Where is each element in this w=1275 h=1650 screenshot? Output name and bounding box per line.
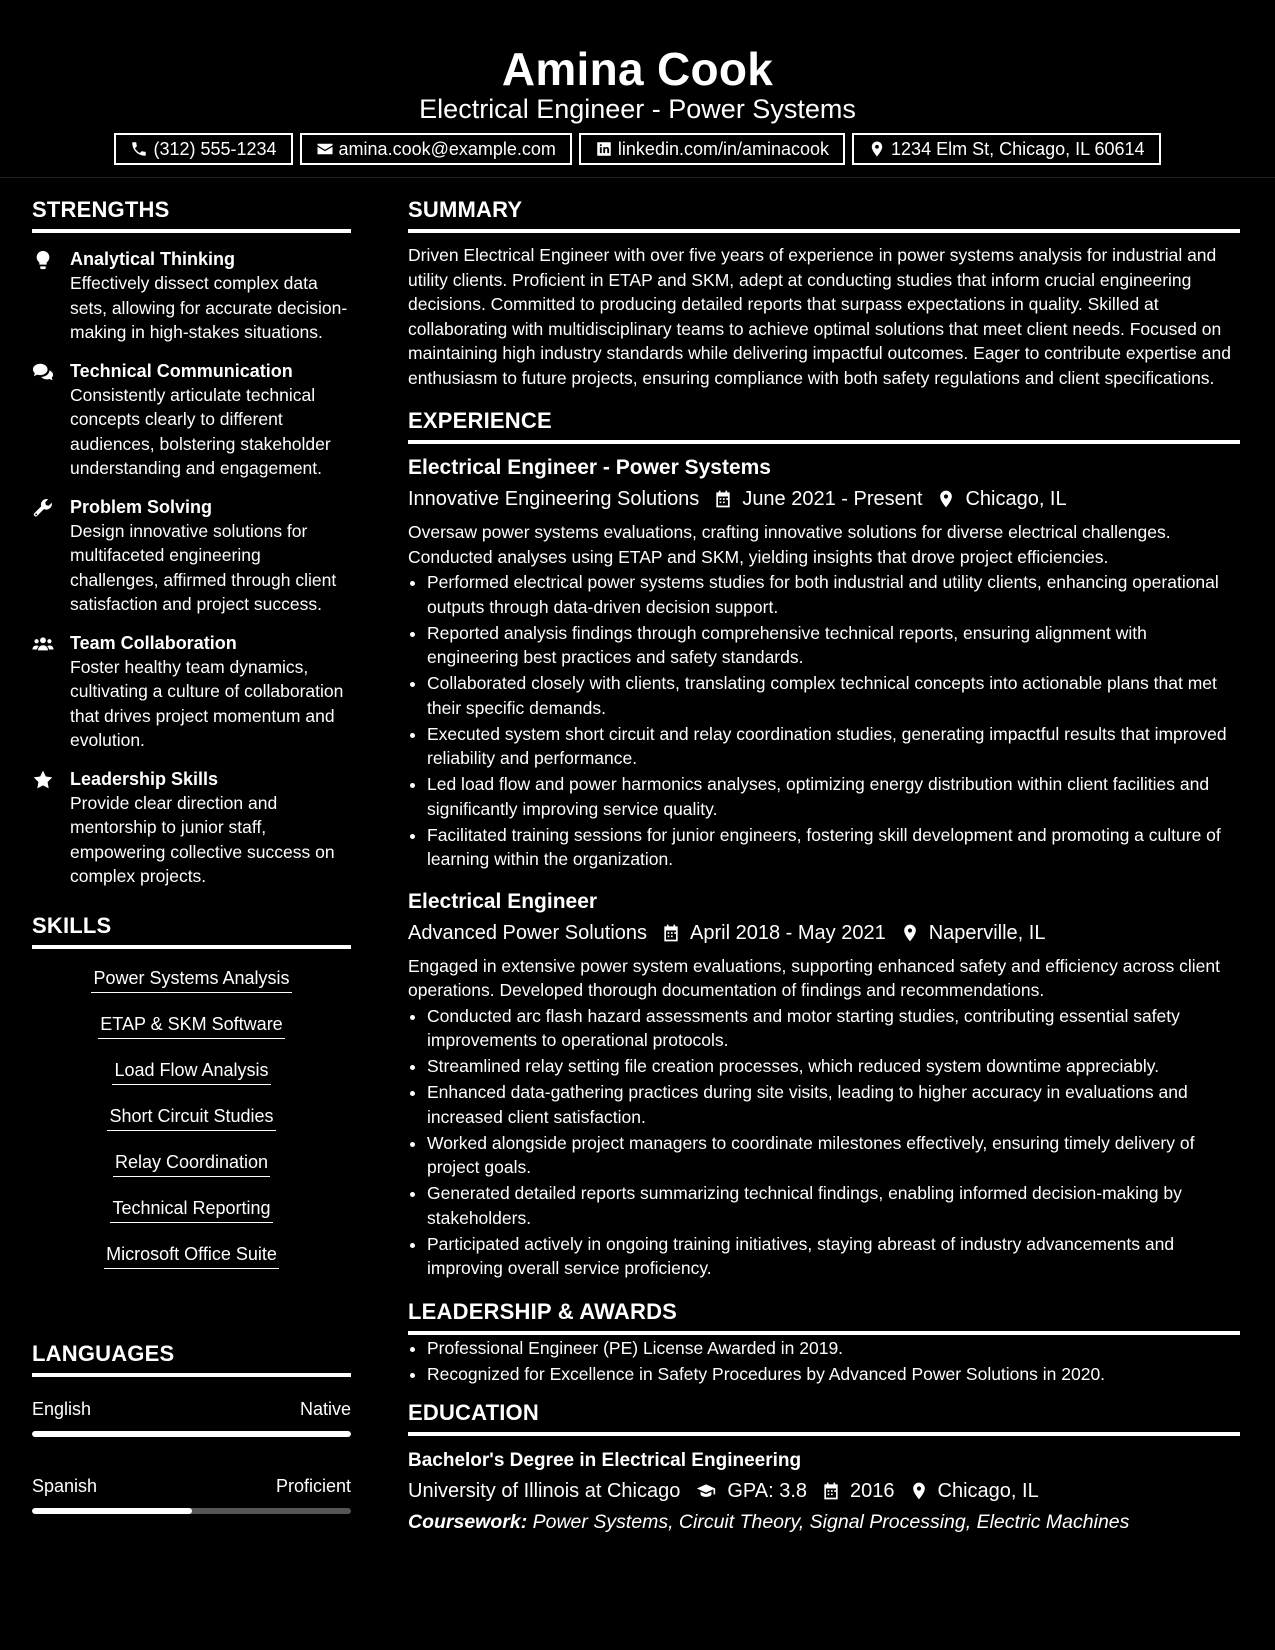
skill-tag: Short Circuit Studies <box>107 1103 275 1131</box>
job-entry <box>408 888 1240 1281</box>
calendar-icon <box>821 1481 841 1501</box>
skills-list <box>32 965 351 1287</box>
graduation-cap-icon <box>694 1481 718 1501</box>
job-meta <box>408 484 1240 514</box>
language-bar <box>32 1431 351 1437</box>
job-bullet: • Collaborated closely with clients, translating complex technical concepts into actionable plans that met their specific demands. <box>427 671 1240 720</box>
job-location: Chicago, IL <box>965 488 1067 510</box>
language-level: Native <box>299 1398 351 1419</box>
award-item: • Professional Engineer (PE) License Awarded in 2019. <box>427 1336 1240 1361</box>
job-location: Naperville, IL <box>928 921 1046 944</box>
job-title: Electrical Engineer <box>408 889 598 913</box>
edu-school: University of Illinois at Chicago <box>408 1480 681 1502</box>
left-column <box>32 197 351 1514</box>
job-bullet: • Led load flow and power harmonics analyses, optimizing energy distribution within client facilities and significantly improving service quality. <box>427 772 1240 821</box>
job-bullet: • Facilitated training sessions for junior engineers, fostering skill development and promoting a culture of learning within the organization. <box>427 823 1240 872</box>
edu-coursework <box>408 1508 1240 1536</box>
map-pin-icon <box>936 489 956 509</box>
language-bar-fill <box>32 1508 192 1514</box>
job-bullet: • Generated detailed reports summarizing technical findings, enabling informed decision-making by stakeholders. <box>427 1181 1240 1230</box>
right-column <box>408 197 1240 1536</box>
strength-title: Technical Communication <box>70 360 293 381</box>
skill-tag: Power Systems Analysis <box>91 965 291 993</box>
job-bullet: • Performed electrical power systems studies for both industrial and utility clients, enhancing operational outputs through data-driven decision support. <box>427 570 1240 619</box>
job-bullets <box>408 570 1240 872</box>
job-bullet: • Reported analysis findings through comprehensive technical reports, ensuring alignment with engineering best practices and safety standards. <box>427 621 1240 670</box>
lightbulb-icon <box>32 249 54 271</box>
map-pin-icon <box>868 140 886 158</box>
education-entry <box>408 1448 1240 1536</box>
skill-tag: ETAP & SKM Software <box>98 1011 284 1039</box>
resume-header <box>0 0 1275 178</box>
job-meta <box>408 918 1240 948</box>
strength-desc: Design innovative solutions for multifaceted engineering challenges, affirmed through client satisfaction and project success. <box>70 520 337 614</box>
experience-title: EXPERIENCE <box>408 408 1240 444</box>
job-bullet: • Streamlined relay setting file creation processes, which reduced system downtime appreciably. <box>427 1054 1240 1079</box>
strengths-title: STRENGTHS <box>32 197 351 233</box>
job-bullets <box>408 1004 1240 1281</box>
contact-bar <box>0 133 1275 165</box>
map-pin-icon <box>909 1481 929 1501</box>
edu-degree: Bachelor's Degree in Electrical Engineering <box>408 1450 802 1471</box>
language-name: English <box>32 1398 92 1419</box>
skill-tag: Load Flow Analysis <box>112 1057 270 1085</box>
strength-title: Team Collaboration <box>70 632 237 653</box>
strength-item <box>32 495 351 617</box>
job-desc: Engaged in extensive power system evaluations, supporting enhanced safety and efficiency across client operations. Developed thorough documentation of findings and recommendations. <box>408 955 1220 1000</box>
edu-year: 2016 <box>850 1480 895 1502</box>
language-bar <box>32 1508 351 1514</box>
job-bullet: • Participated actively in ongoing training initiatives, staying abreast of industry advancements and improving overall service proficiency. <box>427 1232 1240 1281</box>
contact-address-text: 1234 Elm St, Chicago, IL 60614 <box>891 138 1145 159</box>
languages-title: LANGUAGES <box>32 1341 351 1377</box>
chat-bubbles-icon <box>32 361 54 383</box>
language-name: Spanish <box>32 1475 98 1496</box>
skill-tag: Relay Coordination <box>113 1149 270 1177</box>
job-dates: June 2021 - Present <box>742 488 923 510</box>
calendar-icon <box>713 489 733 509</box>
summary-title: SUMMARY <box>408 197 1240 233</box>
contact-email[interactable] <box>300 133 572 165</box>
awards-title: LEADERSHIP & AWARDS <box>408 1299 1240 1335</box>
edu-gpa: GPA: 3.8 <box>727 1480 808 1502</box>
award-item: • Recognized for Excellence in Safety Procedures by Advanced Power Solutions in 2020. <box>427 1362 1240 1387</box>
skill-tag: Technical Reporting <box>110 1195 272 1223</box>
edu-meta <box>408 1476 1240 1506</box>
candidate-name: Amina Cook <box>501 43 774 95</box>
phone-icon <box>130 140 148 158</box>
awards-list <box>408 1336 1240 1387</box>
contact-email-text: amina.cook@example.com <box>338 138 556 159</box>
language-level: Proficient <box>275 1475 351 1496</box>
contact-linkedin-text: linkedin.com/in/aminacook <box>617 138 830 159</box>
job-bullet: • Worked alongside project managers to coordinate milestones effectively, ensuring timely delivery of project goals. <box>427 1131 1240 1180</box>
edu-location: Chicago, IL <box>937 1480 1039 1502</box>
strength-item <box>32 359 351 481</box>
coursework-text: Power Systems, Circuit Theory, Signal Processing, Electric Machines <box>532 1511 1130 1533</box>
users-icon <box>32 633 54 655</box>
linkedin-icon <box>595 140 613 158</box>
star-icon <box>32 769 54 791</box>
envelope-icon <box>316 140 334 158</box>
job-bullet: • Enhanced data-gathering practices during site visits, leading to higher accuracy in evaluations and increased client satisfaction. <box>427 1080 1240 1129</box>
strength-title: Problem Solving <box>70 496 213 517</box>
job-company: Advanced Power Solutions <box>408 921 648 944</box>
skills-title: SKILLS <box>32 913 351 949</box>
job-bullet: • Executed system short circuit and relay coordination studies, generating impactful results that improved reliability and performance. <box>427 722 1240 771</box>
coursework-label: Coursework: <box>408 1511 528 1533</box>
summary-text: Driven Electrical Engineer with over five years of experience in power systems analysis for industrial and utility clients. Proficient in ETAP and SKM, adept at conducting studies that inform crucial engineering decisions. Committed to producing detailed reports that surpass expectations in quality. Skilled at collaborating with multidisciplinary teams to achieve optimal solutions that meet client needs. Focused on maintaining high industry standards while delivering impactful outcomes. Eager to contribute expertise and enthusiasm to future projects, ensuring compliance with both safety regulations and client specifications. <box>408 245 1231 388</box>
contact-address[interactable] <box>852 133 1161 165</box>
strength-item <box>32 631 351 753</box>
job-dates: April 2018 - May 2021 <box>690 921 886 944</box>
strength-item <box>32 247 351 345</box>
map-pin-icon <box>900 923 920 943</box>
strength-item <box>32 767 351 889</box>
language-bar-fill <box>32 1431 351 1437</box>
candidate-role: Electrical Engineer - Power Systems <box>419 94 856 124</box>
language-item <box>32 1474 351 1514</box>
job-title: Electrical Engineer - Power Systems <box>408 456 771 479</box>
contact-phone[interactable] <box>114 133 292 165</box>
strength-desc: Consistently articulate technical concepts clearly to different audiences, bolstering stakeholder understanding and engagement. <box>70 384 331 478</box>
contact-phone-text: (312) 555-1234 <box>153 138 277 159</box>
wrench-icon <box>32 497 54 519</box>
strengths-list <box>32 247 351 889</box>
job-entry <box>408 454 1240 872</box>
strength-title: Leadership Skills <box>70 768 219 789</box>
contact-linkedin[interactable] <box>579 133 845 165</box>
job-bullet: • Conducted arc flash hazard assessments and motor starting studies, contributing essential safety improvements to operational protocols. <box>427 1004 1240 1053</box>
strength-title: Analytical Thinking <box>70 249 236 269</box>
strength-desc: Effectively dissect complex data sets, allowing for accurate decision-making in high-stakes situations. <box>70 273 348 342</box>
calendar-icon <box>661 923 681 943</box>
strength-desc: Foster healthy team dynamics, cultivating a culture of collaboration that drives project momentum and evolution. <box>70 656 344 750</box>
strength-desc: Provide clear direction and mentorship to junior staff, empowering collective success on complex projects. <box>70 792 335 886</box>
language-item <box>32 1397 351 1437</box>
job-company: Innovative Engineering Solutions <box>408 488 700 510</box>
job-desc: Oversaw power systems evaluations, crafting innovative solutions for diverse electrical challenges. Conducted analyses using ETAP and SKM, yielding insights that drove project efficiencies. <box>408 522 1171 567</box>
skill-tag: Microsoft Office Suite <box>104 1241 279 1269</box>
education-title: EDUCATION <box>408 1400 1240 1436</box>
